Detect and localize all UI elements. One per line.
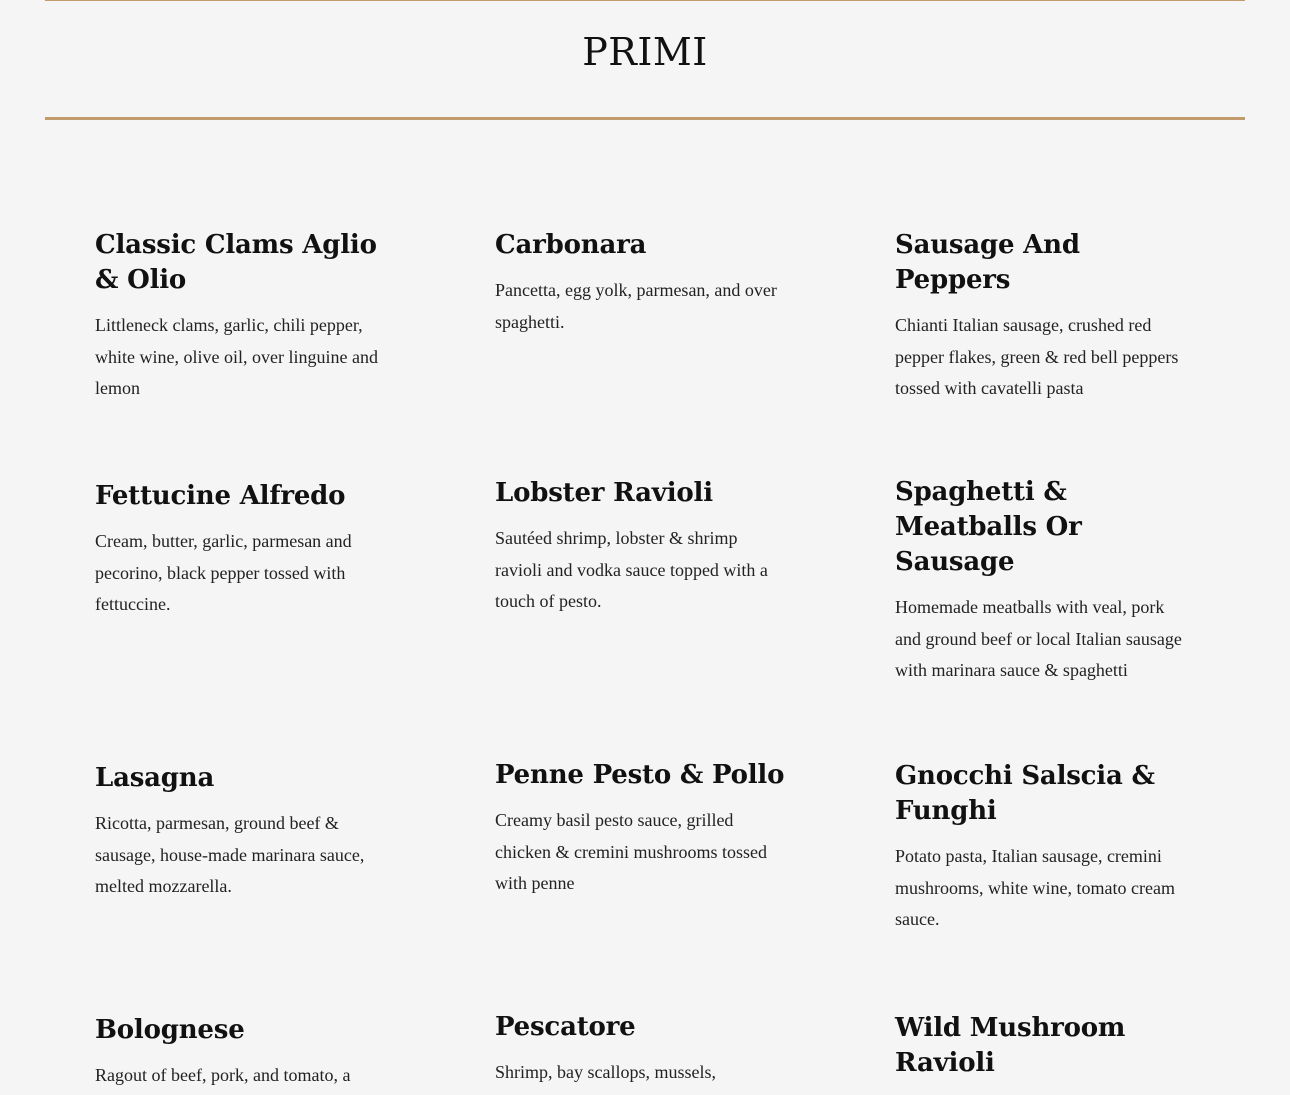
dish-name: Pescatore	[495, 1012, 636, 1042]
dish-description: Pancetta, egg yolk, parmesan, and over spaghetti.	[495, 280, 777, 332]
dish-name: Lasagna	[95, 763, 215, 793]
dish-description: Ricotta, parmesan, ground beef & sausage, house-made marinara sauce, melted mozzarella.	[95, 813, 365, 897]
menu-item-lobster-ravioli	[495, 476, 785, 618]
menu-item-fettucine-alfredo	[95, 479, 385, 621]
dish-name: Penne Pesto & Pollo	[495, 760, 785, 790]
dish-name: Spaghetti & Meatballs Or Sausage	[895, 477, 1082, 578]
dish-description: Homemade meatballs with veal, pork and ground beef or local Italian sausage with marinara sauce & spaghetti	[895, 597, 1182, 681]
menu-item-lasagna	[95, 761, 385, 903]
dish-name: Gnocchi Salscia & Funghi	[895, 761, 1155, 827]
menu-item-carbonara	[495, 228, 785, 338]
dish-description: Shrimp, bay scallops, mussels,	[495, 1062, 716, 1083]
dish-name: Fettucine Alfredo	[95, 481, 346, 511]
dish-description: Potato pasta, Italian sausage, cremini mushrooms, white wine, tomato cream sauce.	[895, 846, 1175, 930]
dish-name: Carbonara	[495, 230, 647, 260]
dish-description: Littleneck clams, garlic, chili pepper, white wine, olive oil, over linguine and lemon	[95, 315, 378, 399]
dish-description: Cream, butter, garlic, parmesan and pecorino, black pepper tossed with fettuccine.	[95, 531, 352, 615]
dish-name: Bolognese	[95, 1015, 245, 1045]
menu-item-wild-mushroom-ravioli	[895, 1011, 1185, 1093]
dish-name: Classic Clams Aglio & Olio	[95, 230, 377, 296]
menu-item-classic-clams	[95, 228, 385, 405]
section-title: PRIMI	[582, 30, 708, 74]
dish-description: Chianti Italian sausage, crushed red pepper flakes, green & red bell peppers tossed with cavatelli pasta	[895, 315, 1179, 399]
title-divider	[45, 117, 1245, 120]
section-header	[45, 0, 1245, 120]
dish-description: Ragout of beef, pork, and tomato, a	[95, 1065, 351, 1086]
dish-description: Creamy basil pesto sauce, grilled chicken & cremini mushrooms tossed with penne	[495, 810, 767, 894]
dish-name: Sausage And Peppers	[895, 230, 1080, 296]
menu-item-penne-pesto-pollo	[495, 758, 785, 900]
dish-name: Lobster Ravioli	[495, 478, 713, 508]
menu-item-gnocchi	[895, 759, 1185, 936]
menu-item-spaghetti-meatballs	[895, 475, 1185, 687]
dish-description: Sautéed shrimp, lobster & shrimp ravioli and vodka sauce topped with a touch of pesto.	[495, 528, 768, 612]
dish-name: Wild Mushroom Ravioli	[895, 1013, 1126, 1079]
menu-item-bolognese	[95, 1013, 385, 1092]
menu-item-sausage-peppers	[895, 228, 1185, 405]
menu-item-pescatore	[495, 1010, 785, 1089]
